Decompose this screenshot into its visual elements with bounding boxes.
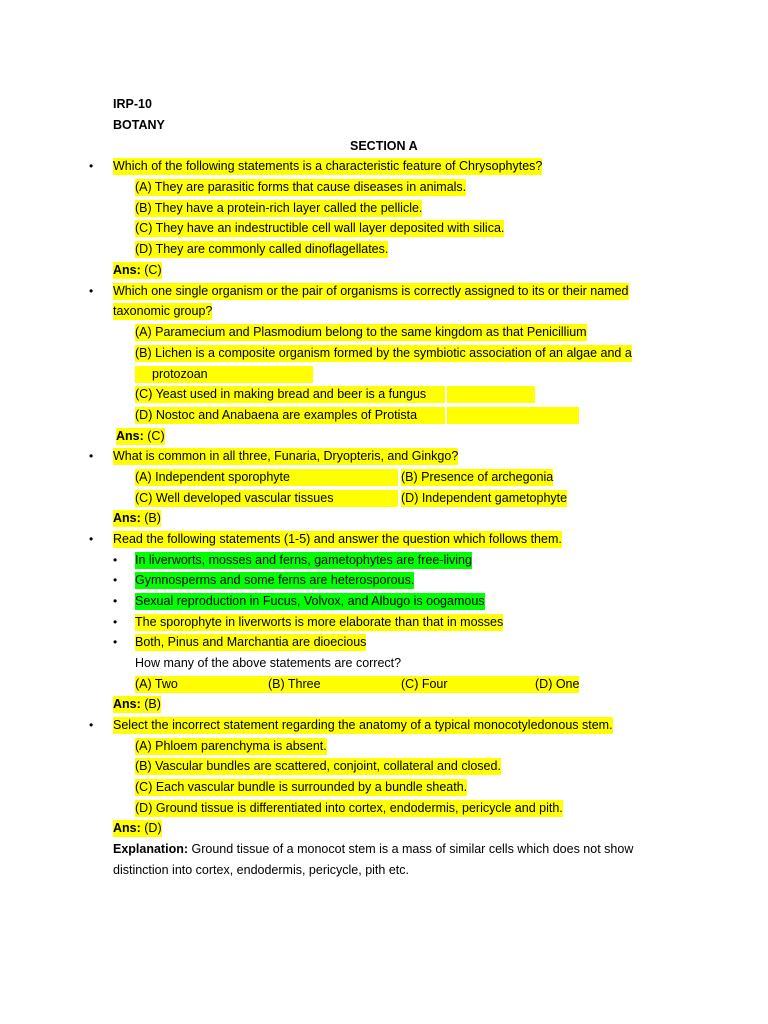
question-1: Which of the following statements is a characteristic feature of Chrysophytes? <box>113 159 543 173</box>
q5-option-a: (A) Phloem parenchyma is absent. <box>135 739 327 753</box>
bullet-q1: • <box>89 159 94 173</box>
answer-value: (C) <box>140 263 162 277</box>
bullet-s1: • <box>113 553 118 567</box>
answer-value: (B) <box>140 697 161 711</box>
answer-label: Ans: <box>116 429 144 443</box>
q2-option-a: (A) Paramecium and Plasmodium belong to the same kingdom as that Penicillium <box>135 325 587 339</box>
q5-option-d: (D) Ground tissue is differentiated into cortex, endodermis, pericycle and pith. <box>135 801 563 815</box>
question-5: Select the incorrect statement regarding the anatomy of a typical monocotyledonous stem. <box>113 718 613 732</box>
statement-2: Gymnosperms and some ferns are heterosporous. <box>135 573 415 587</box>
answer-label: Ans: <box>113 697 141 711</box>
q1-answer <box>113 262 162 279</box>
bullet-s4: • <box>113 615 118 629</box>
q5-option-b: (B) Vascular bundles are scattered, conjoint, collateral and closed. <box>135 759 501 773</box>
section-title: SECTION A <box>350 139 418 153</box>
explanation-text: Ground tissue of a monocot stem is a mass of similar cells which does not show <box>188 842 634 856</box>
answer-value: (B) <box>140 511 161 525</box>
bullet-q3: • <box>89 449 94 463</box>
bullet-q4: • <box>89 532 94 546</box>
q4-option-d: (D) One <box>535 677 580 691</box>
exam-code: IRP-10 <box>113 97 152 111</box>
bullet-q5: • <box>89 718 94 732</box>
q2-option-b-line-2: protozoan <box>135 366 313 383</box>
q2-option-c: (C) Yeast used in making bread and beer is a fungus <box>135 386 445 403</box>
q4-option-a: (A) Two <box>135 677 178 691</box>
highlight-block <box>447 407 579 424</box>
q4-answer <box>113 696 161 713</box>
q3-answer <box>113 510 161 527</box>
q1-option-d: (D) They are commonly called dinoflagellates. <box>135 242 389 256</box>
q3-option-d: (D) Independent gametophyte <box>401 491 568 505</box>
statement-5: Both, Pinus and Marchantia are dioecious <box>135 635 367 649</box>
answer-value: (D) <box>140 821 162 835</box>
answer-value: (C) <box>143 429 165 443</box>
statement-3: Sexual reproduction in Fucus, Volvox, and Albugo is oogamous <box>135 594 485 608</box>
subject-title: BOTANY <box>113 118 165 132</box>
q4-subquestion: How many of the above statements are correct? <box>135 656 402 670</box>
q5-explanation-line-2: distinction into cortex, endodermis, pericycle, pith etc. <box>113 863 409 877</box>
q1-option-c: (C) They have an indestructible cell wall layer deposited with silica. <box>135 221 505 235</box>
question-2-line-1: Which one single organism or the pair of organisms is correctly assigned to its or their named <box>113 284 629 298</box>
question-4: Read the following statements (1-5) and answer the question which follows them. <box>113 532 562 546</box>
q2-answer <box>116 428 165 445</box>
explanation-label: Explanation: <box>113 842 189 856</box>
bullet-s5: • <box>113 635 118 649</box>
q2-option-d: (D) Nostoc and Anabaena are examples of Protista <box>135 407 445 424</box>
q5-explanation-line-1 <box>113 841 633 858</box>
statement-1: In liverworts, mosses and ferns, gametophytes are free-living <box>135 553 472 567</box>
q1-option-a: (A) They are parasitic forms that cause diseases in animals. <box>135 180 467 194</box>
question-3: What is common in all three, Funaria, Dryopteris, and Ginkgo? <box>113 449 459 463</box>
q3-option-b: (B) Presence of archegonia <box>401 470 554 484</box>
answer-label: Ans: <box>113 263 141 277</box>
bullet-s2: • <box>113 573 118 587</box>
bullet-q2: • <box>89 284 94 298</box>
q3-option-c: (C) Well developed vascular tissues <box>135 490 398 507</box>
q4-options-row <box>135 676 579 693</box>
q5-option-c: (C) Each vascular bundle is surrounded by a bundle sheath. <box>135 780 468 794</box>
q1-option-b: (B) They have a protein-rich layer called the pellicle. <box>135 201 423 215</box>
highlight-block <box>447 386 535 403</box>
bullet-s3: • <box>113 594 118 608</box>
statement-4: The sporophyte in liverworts is more elaborate than that in mosses <box>135 615 504 629</box>
q4-option-b: (B) Three <box>268 677 321 691</box>
q3-option-a: (A) Independent sporophyte <box>135 469 398 486</box>
answer-label: Ans: <box>113 821 141 835</box>
question-2-line-2: taxonomic group? <box>113 304 213 318</box>
q5-answer <box>113 820 162 837</box>
answer-label: Ans: <box>113 511 141 525</box>
q4-option-c: (C) Four <box>401 677 448 691</box>
q2-option-b-line-1: (B) Lichen is a composite organism formed by the symbiotic association of an algae and a <box>135 346 632 360</box>
